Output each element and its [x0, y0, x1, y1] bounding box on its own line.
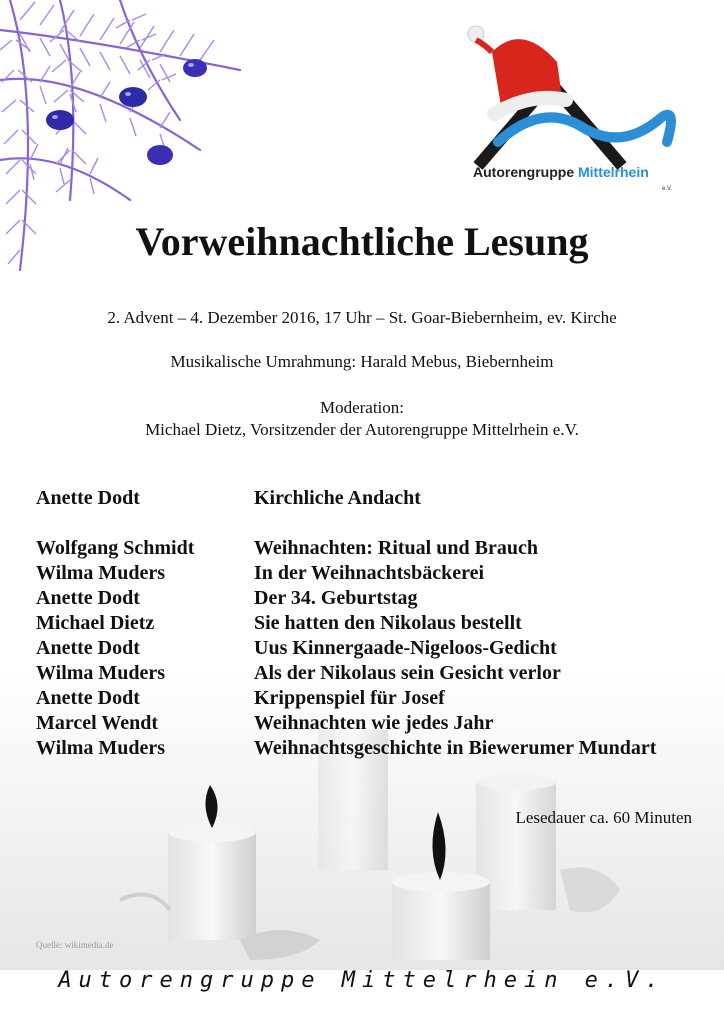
poster-title: Vorweihnachtliche Lesung: [135, 219, 589, 264]
reader-name: Wilma Muders: [36, 737, 166, 759]
reading-title: Der 34. Geburtstag: [254, 587, 418, 609]
moderation-label: Moderation:: [319, 398, 405, 417]
reading-title: Weihnachten: Ritual und Brauch: [254, 537, 538, 559]
reading-title: Weihnachten wie jedes Jahr: [254, 712, 494, 734]
reader-name: Anette Dodt: [36, 637, 140, 659]
reading-title: In der Weihnachtsbäckerei: [254, 562, 485, 584]
reader-name: Marcel Wendt: [36, 712, 159, 734]
reading-title: Uus Kinnergaade-Nigeloos-Gedicht: [254, 637, 557, 659]
logo-name: [473, 164, 683, 180]
image-credit: Quelle: wikimedia.de: [36, 940, 114, 950]
reader-name: Wolfgang Schmidt: [36, 537, 195, 559]
logo-ev: e.V.: [662, 186, 673, 192]
reading-title: Als der Nikolaus sein Gesicht verlor: [254, 662, 561, 684]
reader-name: Wilma Muders: [36, 662, 166, 684]
reader-name: Anette Dodt: [36, 587, 140, 609]
reader-name: Anette Dodt: [36, 687, 140, 709]
reading-title: Kirchliche Andacht: [254, 487, 421, 509]
footer-signature: Autorengruppe Mittelrhein e.V.: [58, 968, 666, 993]
reading-title: Weihnachtsgeschichte in Biewerumer Mundart: [254, 737, 657, 759]
logo-name-part2: Mittelrhein: [578, 164, 649, 180]
moderation-line: Michael Dietz, Vorsitzender der Autorengruppe Mittelrhein e.V.: [145, 420, 579, 439]
reader-name: Anette Dodt: [36, 487, 140, 509]
logo-name-part1: Autorengruppe: [473, 164, 578, 180]
reading-title: Krippenspiel für Josef: [254, 687, 445, 709]
reader-name: Michael Dietz: [36, 612, 155, 634]
reading-title: Sie hatten den Nikolaus bestellt: [254, 612, 522, 634]
reader-name: Wilma Muders: [36, 562, 166, 584]
date-line: 2. Advent – 4. Dezember 2016, 17 Uhr – St. Goar-Biebernheim, ev. Kirche: [107, 308, 617, 327]
reading-duration: Lesedauer ca. 60 Minuten: [515, 808, 692, 827]
music-line: Musikalische Umrahmung: Harald Mebus, Biebernheim: [170, 352, 554, 371]
